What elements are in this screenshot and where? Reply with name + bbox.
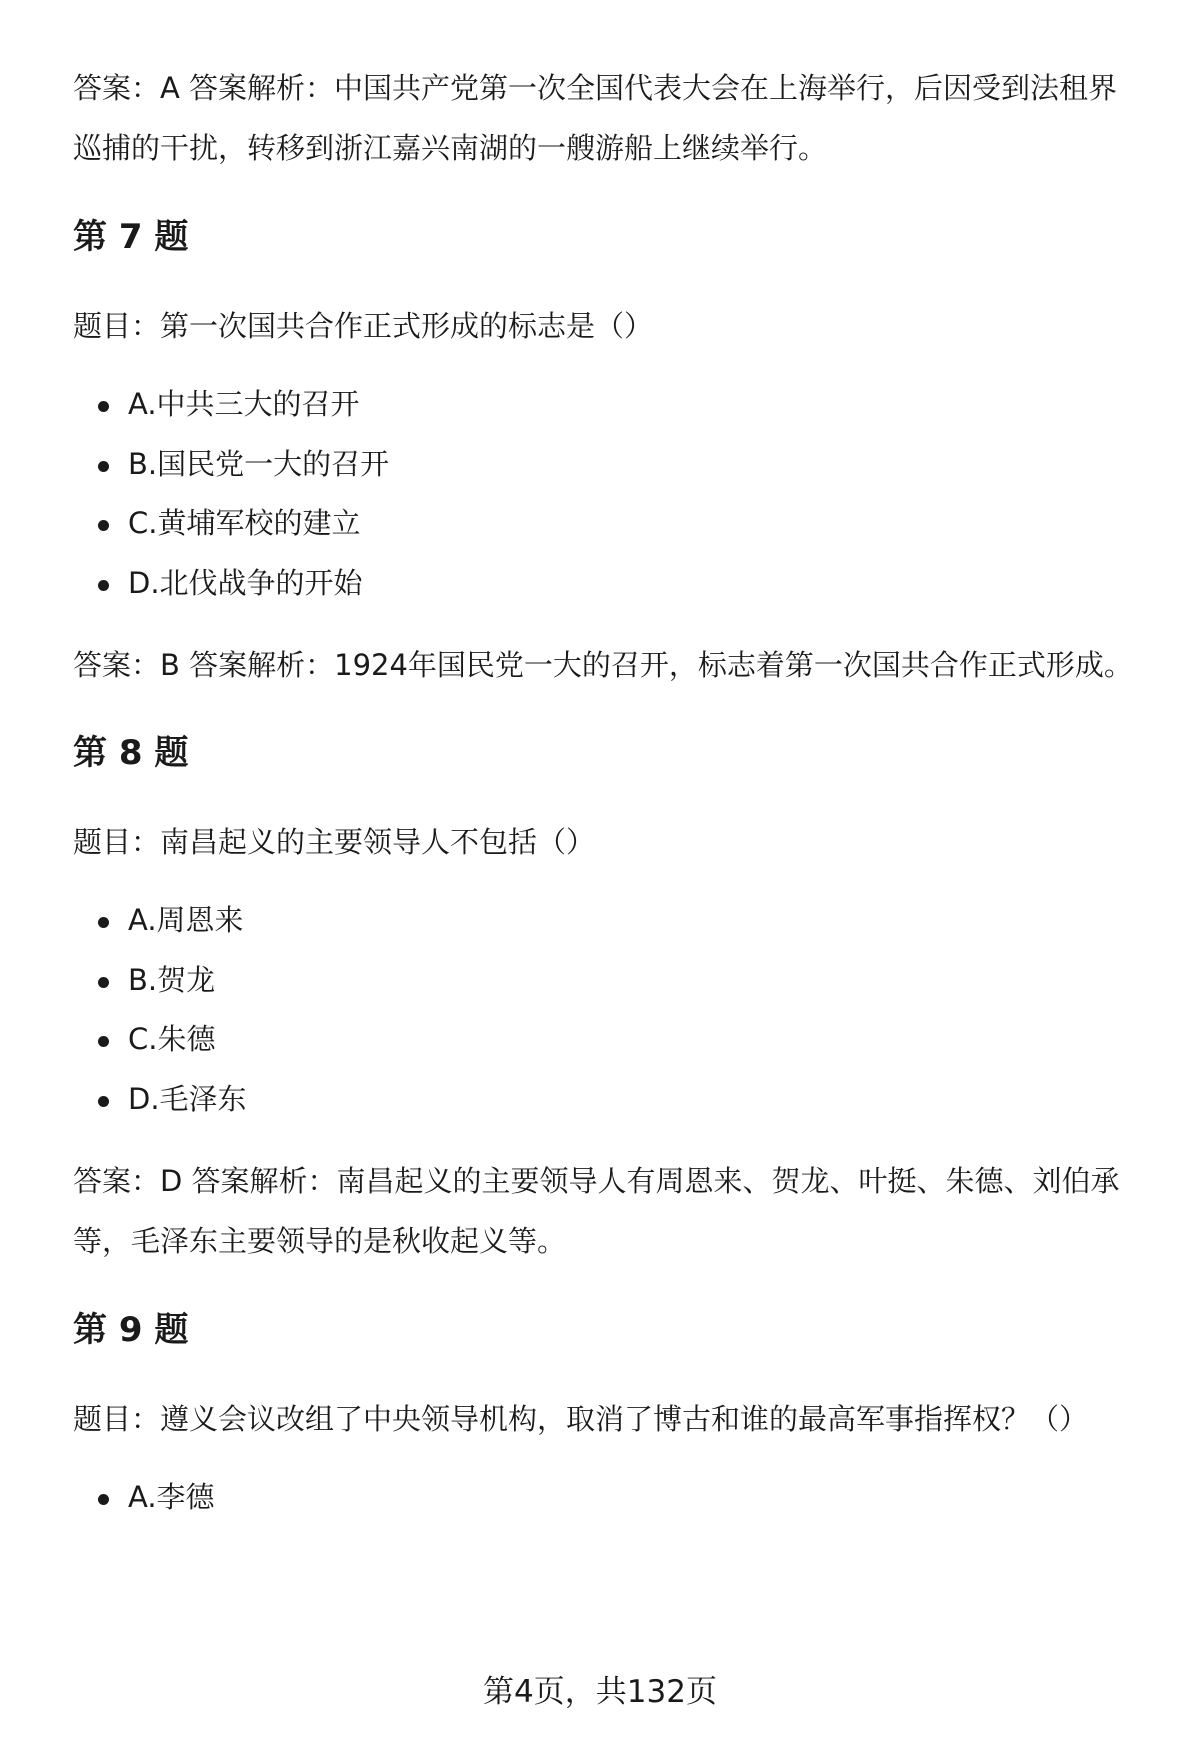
option-label: A.中共三大的召开 <box>128 387 360 421</box>
q7-option-d <box>73 554 1153 614</box>
bullet-icon <box>98 977 109 988</box>
bullet-icon <box>98 520 109 531</box>
option-label: A.李德 <box>128 1480 215 1514</box>
option-label: B.贺龙 <box>128 962 216 997</box>
page-number: 第4页，共132页 <box>483 1674 717 1710</box>
q8-stem: 题目：南昌起义的主要领导人不包括（） <box>73 825 596 859</box>
q9-heading: 第 9 题 <box>73 1310 189 1350</box>
bullet-icon <box>98 917 109 928</box>
q8-option-d <box>73 1070 1153 1130</box>
option-label: C.朱德 <box>128 1022 216 1056</box>
option-label: D.毛泽东 <box>128 1081 247 1116</box>
bullet-icon <box>98 580 109 591</box>
bullet-icon <box>98 461 109 472</box>
q9-option-a <box>73 1468 1153 1528</box>
q7-answer: 答案：B 答案解析：1924年国民党一大的召开，标志着第一次国共合作正式形成。 <box>73 648 1133 682</box>
option-label: A.周恩来 <box>128 903 244 937</box>
q7-heading: 第 7 题 <box>73 217 189 257</box>
q8-answer-line1: 答案：D 答案解析：南昌起义的主要领导人有周恩来、贺龙、叶挺、朱德、刘伯承 <box>73 1164 1120 1198</box>
q7-option-c <box>73 494 1153 554</box>
q8-answer <box>73 1151 1153 1271</box>
prev-answer-line1: 答案：A 答案解析：中国共产党第一次全国代表大会在上海举行，后因受到法租界 <box>73 71 1118 105</box>
q9-options <box>73 1468 1153 1528</box>
bullet-icon <box>98 401 109 412</box>
option-label: B.国民党一大的召开 <box>128 446 390 481</box>
q7-stem: 题目：第一次国共合作正式形成的标志是（） <box>73 309 654 343</box>
bullet-icon <box>98 1036 109 1047</box>
q8-option-b <box>73 951 1153 1011</box>
option-label: D.北伐战争的开始 <box>128 565 363 600</box>
q7-option-b <box>73 435 1153 495</box>
q8-heading: 第 8 题 <box>73 733 189 773</box>
q8-options <box>73 891 1153 1129</box>
document-page <box>73 58 1153 1528</box>
prev-answer <box>73 58 1153 178</box>
option-label: C.黄埔军校的建立 <box>128 506 361 540</box>
q9-stem: 题目：遵义会议改组了中央领导机构，取消了博古和谁的最高军事指挥权？（） <box>73 1402 1089 1436</box>
bullet-icon <box>98 1494 109 1505</box>
q8-option-c <box>73 1010 1153 1070</box>
q7-option-a <box>73 375 1153 435</box>
bullet-icon <box>98 1096 109 1107</box>
q8-answer-line2: 等，毛泽东主要领导的是秋收起义等。 <box>73 1224 567 1258</box>
q7-options <box>73 375 1153 613</box>
prev-answer-line2: 巡捕的干扰，转移到浙江嘉兴南湖的一艘游船上继续举行。 <box>73 131 828 165</box>
q8-option-a <box>73 891 1153 951</box>
